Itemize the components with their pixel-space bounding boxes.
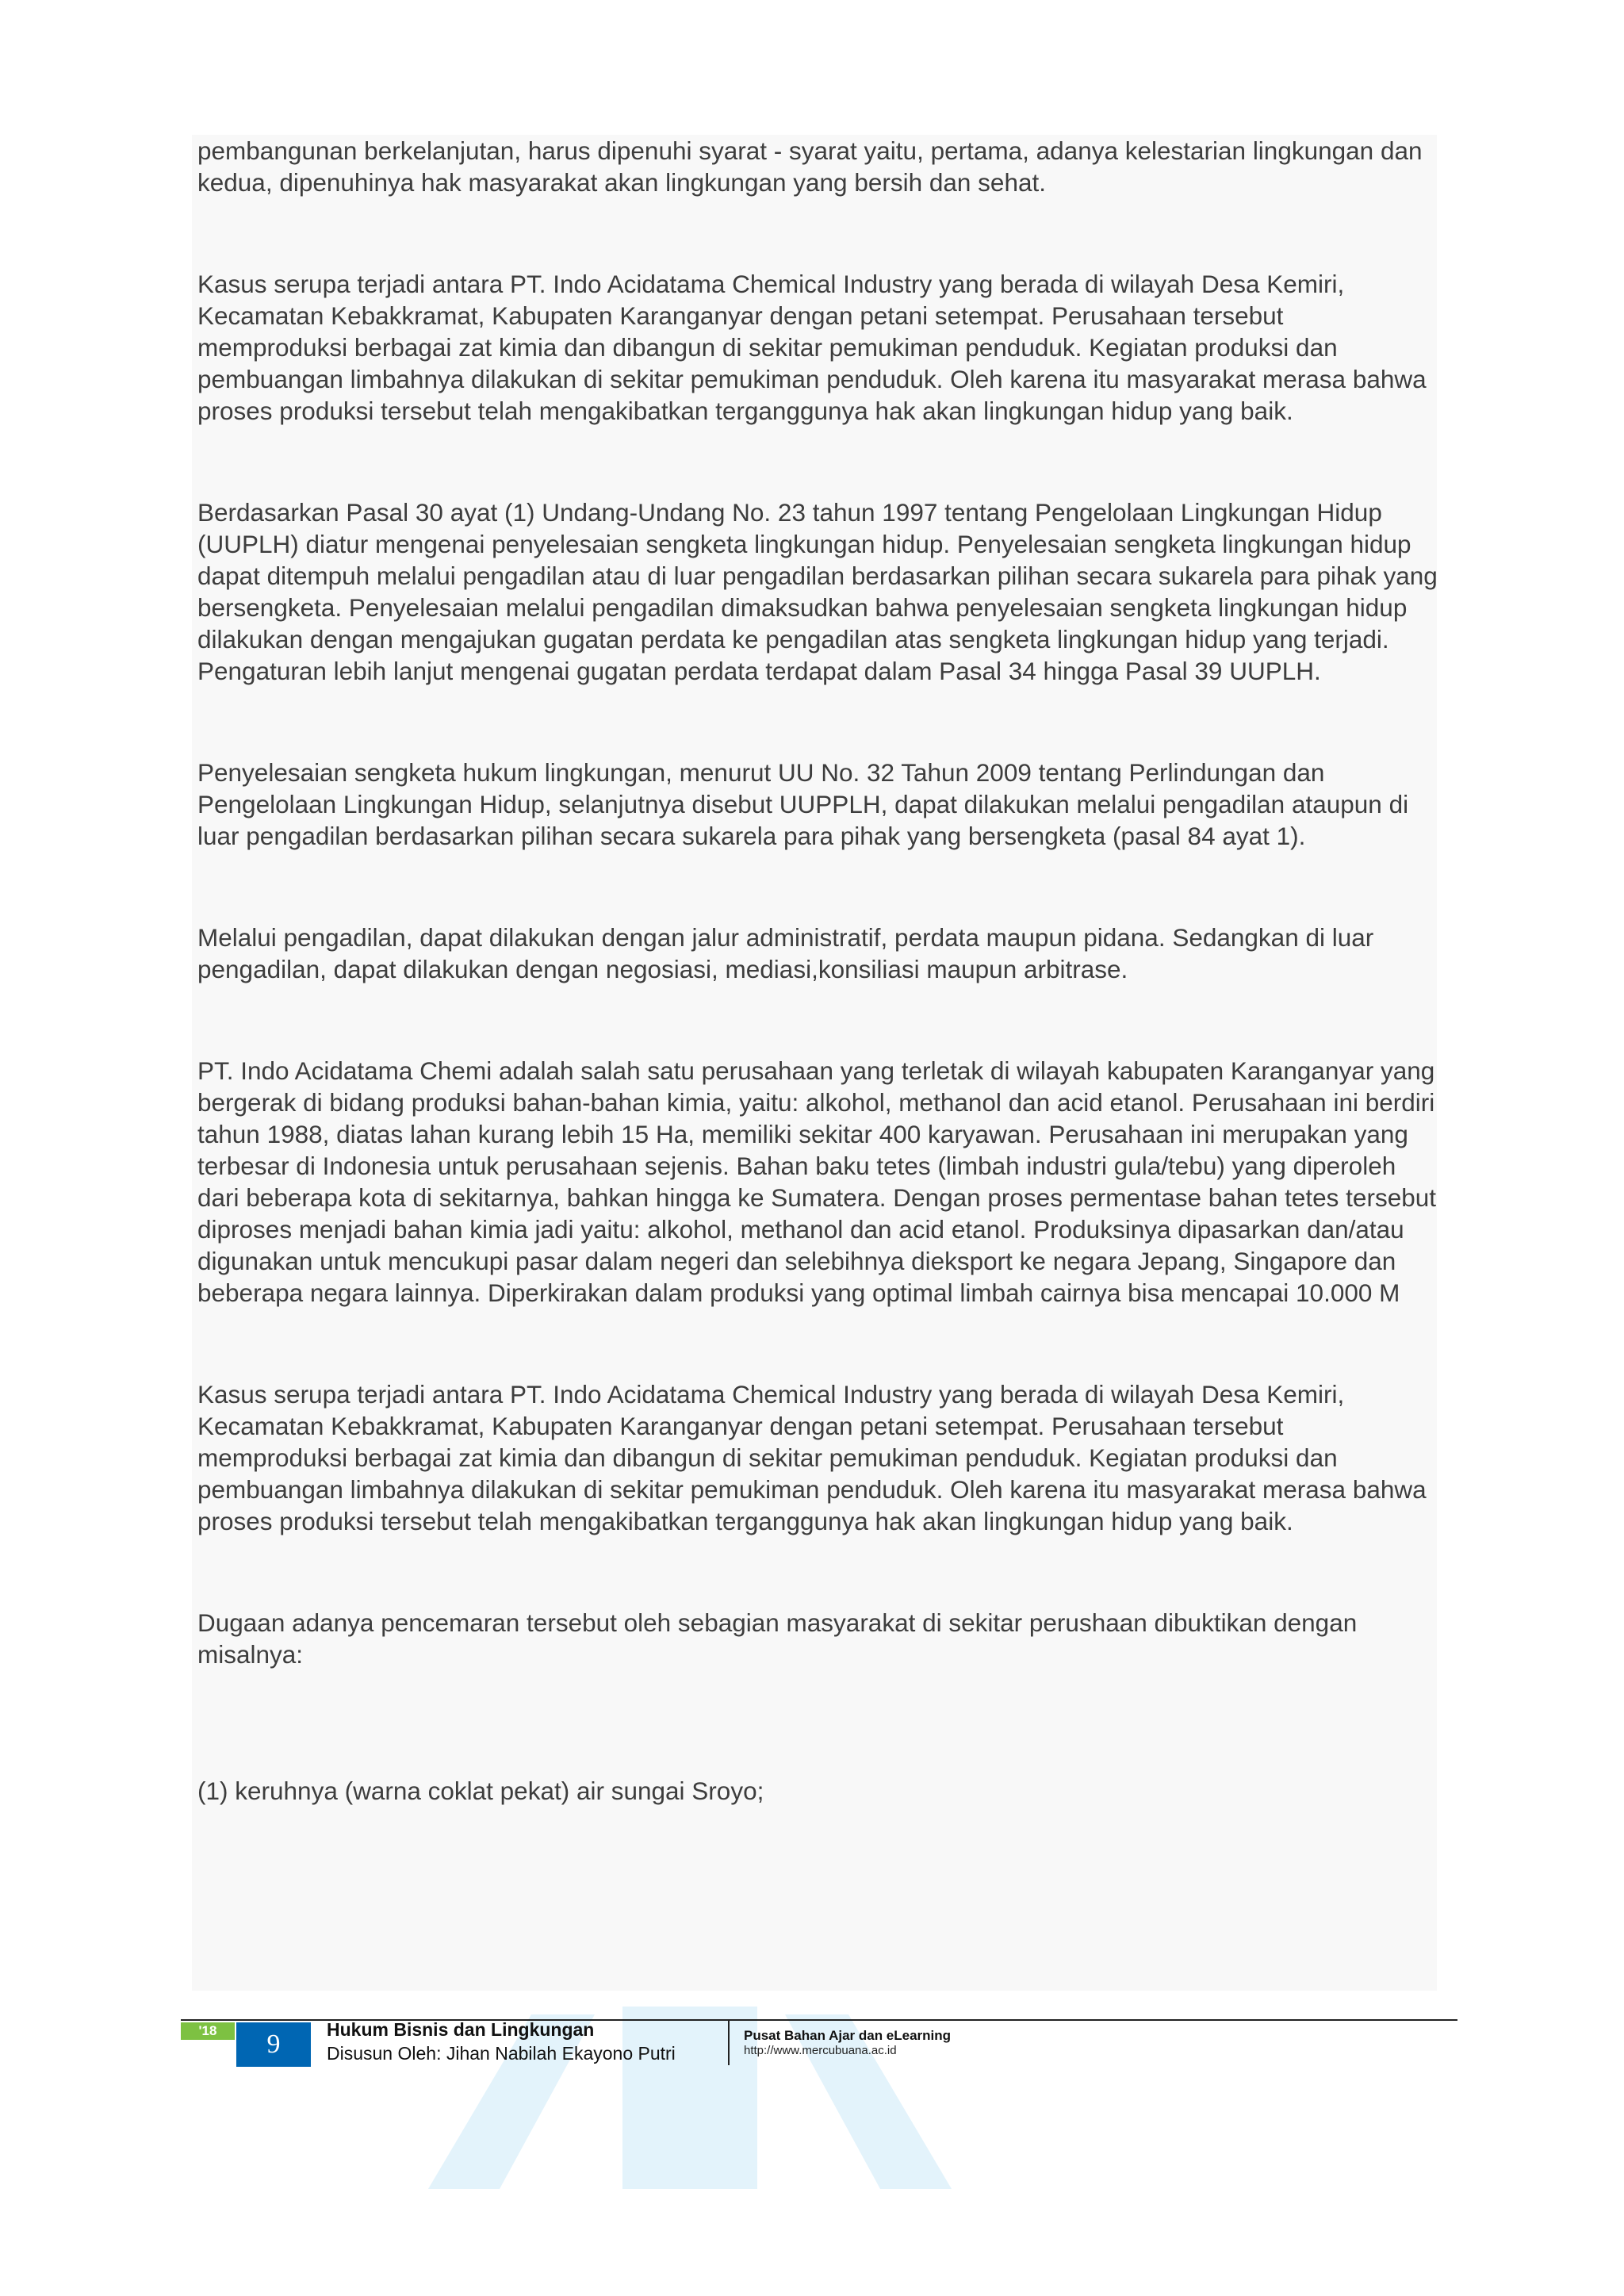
page-number: 9 [236,2022,311,2067]
website-link[interactable]: http://www.mercubuana.ac.id [744,2044,897,2057]
paragraph: Berdasarkan Pasal 30 ayat (1) Undang-Undang No. 23 tahun 1997 tentang Pengelolaan Lingkungan Hidup (UUPLH) diatur mengenai penyelesaian sengketa lingkungan hidup. Penyelesaian sengketa lingkungan hidup dapat ditempuh melalui pengadilan atau di luar pengadilan berdasarkan pilihan secara sukarela para pihak yang bersengketa. Penyelesaian melalui pengadilan dimaksudkan bahwa penyelesaian sengketa lingkungan hidup dilakukan dengan mengajukan gugatan perdata ke pengadilan atas sengketa lingkungan hidup yang terjadi. Pengaturan lebih lanjut mengenai gugatan perdata terdapat dalam Pasal 34 hingga Pasal 39 UUPLH. [197,498,1438,685]
center-name: Pusat Bahan Ajar dan eLearning [744,2028,952,2043]
paragraph: Penyelesaian sengketa hukum lingkungan, menurut UU No. 32 Tahun 2009 tentang Perlindungan dan Pengelolaan Lingkungan Hidup, selanjutnya disebut UUPPLH, dapat dilakukan melalui pengadilan ataupun di luar pengadilan berdasarkan pilihan secara sukarela para pihak yang bersengketa (pasal 84 ayat 1). [197,758,1409,850]
course-title: Hukum Bisnis dan Lingkungan [327,2019,595,2040]
watermark-logo-icon [412,1983,967,2189]
paragraph: PT. Indo Acidatama Chemi adalah salah satu perusahaan yang terletak di wilayah kabupaten Karanganyar yang bergerak di bidang produksi bahan-bahan kimia, yaitu: alkohol, methanol dan acid etanol. Perusahaan ini berdiri tahun 1988, diatas lahan kurang lebih 15 Ha, memiliki sekitar 400 karyawan. Perusahaan ini merupakan yang terbesar di Indonesia untuk perusahaan sejenis. Bahan baku tetes (limbah industri gula/tebu) yang diperoleh dari beberapa kota di sekitarnya, bahkan hingga ke Sumatera. Dengan proses permentase bahan tetes tersebut diproses menjadi bahan kimia jadi yaitu: alkohol, methanol dan acid etanol. Produksinya dipasarkan dan/atau digunakan untuk mencukupi pasar dalam negeri dan selebihnya dieksport ke negara Jepang, Singapore dan beberapa negara lainnya. Diperkirakan dalam produksi yang optimal limbah cairnya bisa mencapai 10.000 M [197,1056,1437,1307]
year-badge: '18 [181,2022,235,2040]
paragraph: Dugaan adanya pencemaran tersebut oleh sebagian masyarakat di sekitar perushaan dibuktikan dengan misalnya: [197,1608,1358,1669]
paragraph: pembangunan berkelanjutan, harus dipenuhi syarat - syarat yaitu, pertama, adanya kelestarian lingkungan dan kedua, dipenuhinya hak masyarakat akan lingkungan yang bersih dan sehat. [197,136,1423,197]
paragraph: (1) keruhnya (warna coklat pekat) air sungai Sroyo; [197,1777,764,1805]
course-author: Disusun Oleh: Jihan Nabilah Ekayono Putri [327,2043,676,2064]
paragraph: Kasus serupa terjadi antara PT. Indo Acidatama Chemical Industry yang berada di wilayah Desa Kemiri, Kecamatan Kebakkramat, Kabupaten Karanganyar dengan petani setempat. Perusahaan tersebut memproduksi berbagai zat kimia dan dibangun di sekitar pemukiman penduduk. Kegiatan produksi dan pembuangan limbahnya dilakukan di sekitar pemukiman penduduk. Oleh karena itu masyarakat merasa bahwa proses produksi tersebut telah mengakibatkan terganggunya hak akan lingkungan hidup yang baik. [197,270,1427,425]
document-body [197,135,1438,1807]
footer-divider [728,2021,730,2065]
paragraph: Melalui pengadilan, dapat dilakukan dengan jalur administratif, perdata maupun pidana. Sedangkan di luar pengadilan, dapat dilakukan dengan negosiasi, mediasi,konsiliasi maupun arbitrase. [197,923,1374,983]
paragraph: Kasus serupa terjadi antara PT. Indo Acidatama Chemical Industry yang berada di wilayah Desa Kemiri, Kecamatan Kebakkramat, Kabupaten Karanganyar dengan petani setempat. Perusahaan tersebut memproduksi berbagai zat kimia dan dibangun di sekitar pemukiman penduduk. Kegiatan produksi dan pembuangan limbahnya dilakukan di sekitar pemukiman penduduk. Oleh karena itu masyarakat merasa bahwa proses produksi tersebut telah mengakibatkan terganggunya hak akan lingkungan hidup yang baik. [197,1380,1427,1535]
